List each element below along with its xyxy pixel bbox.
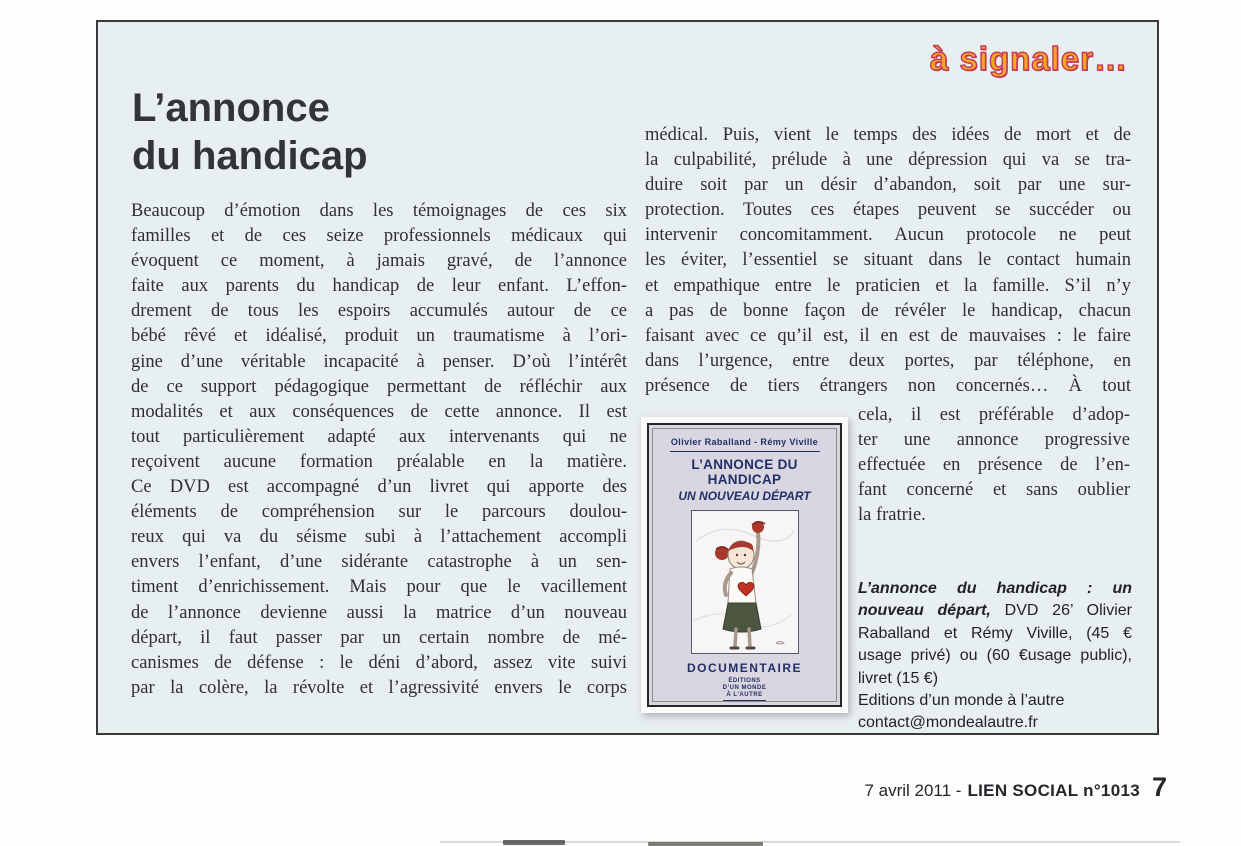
page-footer [0,772,1167,803]
dvd-divider [670,451,820,452]
dvd-subtitle: UN NOUVEAU DÉPART [678,489,811,503]
article-right-column-wrap: cela, il est préférable d’adop- ter une annonce progressive effectuée en présence de l’en- fant concerné et sans oublier la fratrie. [858,405,1130,526]
scan-artifact-dash [648,842,763,846]
dvd-caption [858,578,1132,735]
scan-artifact-dash [503,840,565,845]
footer-magazine-name: LIEN SOCIAL n°1013 [967,781,1140,800]
dvd-publisher-logo: ÉDITIONS D’UN MONDE À L’AUTRE [723,678,767,701]
article-right-column: médical. Puis, vient le temps des idées de mort et de la culpabilité, prélude à une dépression qui va se tra- duire soit par un désir d’abandon, soit par une sur- protection. Toutes ces étapes peuvent se succéder ou intervenir concomitamment. Aucun protocole ne peut les éviter, l’essentiel se situant dans le contact humain et empathique entre le praticien et la famille. S’il n’y a pas de bonne façon de révéler le handicap, chacun faisant avec ce qu’il est, il en est de mauvaises : le faire dans l’urgence, entre deux portes, par téléphone, en présence de tiers étrangers non concernés… À tout [645,125,1131,396]
caption-publisher: Editions d’un monde à l’autre [858,692,1065,710]
dvd-cover-outer-frame [647,423,842,707]
footer-date: 7 avril 2011 - [864,781,962,800]
article-title: L’annonce du handicap [132,86,368,178]
section-header-a-signaler: à signaler… [929,40,1128,77]
caption-details: DVD 26’ Olivier Raballand et Rémy Viville, (45 € usage privé) ou (60 €usage public), livret (15 €) [858,602,1133,687]
dvd-cover-inner-frame [652,428,837,702]
dvd-genre: DOCUMENTAIRE [686,661,803,675]
dvd-title: L’ANNONCE DU HANDICAP [691,457,798,487]
caption-title: L’annonce du handicap : un nouveau départ, [858,580,1132,620]
article-left-column: Beaucoup d’émotion dans les témoignages de ces six familles et de ces seize professionnels médicaux qui évoquent ce moment, à jamais gravé, de l’annonce faite aux parents du handicap de leur enfant. L’effon- drement de tous les espoirs accumulés autour de ce bébé rêvé et idéalisé, produit un traumatisme à l’ori- gine d’une véritable incapacité à penser. D’où l’intérêt de ce support pédagogique permettant de réfléchir aux modalités et aux conséquences de cette annonce. Il est tout particulièrement adapté aux intervenants qui ne reçoivent aucune formation préalable en la matière. Ce DVD est accompagné d’un livret qui apporte des éléments de compréhension sur le parcours doulou- reux qui va du séisme subi à l’attachement accompli envers l’enfant, d’une sidérante catastrophe à un sen- timent d’enrichissement. Mais pour que le vacillement de l’annonce devienne aussi la matrice d’un nouveau départ, il faut passer par un certain nombre de mé- canismes de défense : le déni d’abord, assez vite suivi par la colère, la révolte et l’agressivité envers le corps [131,201,627,698]
caption-contact-email: contact@mondealautre.fr [858,714,1038,732]
dvd-authors: Olivier Raballand - Rémy Viville [670,437,819,447]
girl-illustration [691,510,799,654]
footer-page-number: 7 [1151,772,1167,802]
dvd-cover-image [641,417,848,713]
caption-paragraph [858,578,1132,690]
